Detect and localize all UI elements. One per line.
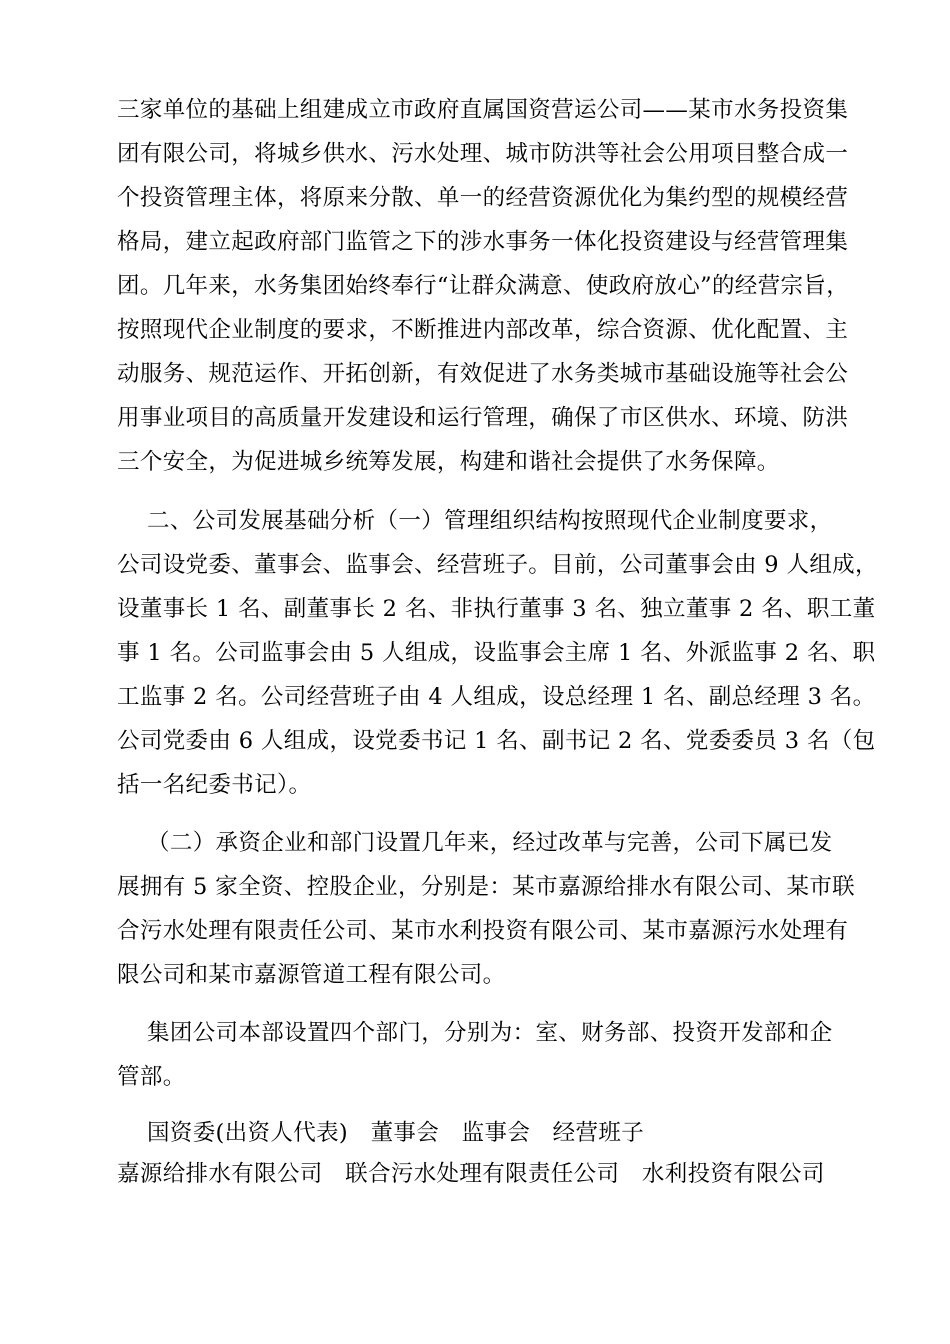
text-line: 事 1 名。公司监事会由 5 人组成，设监事会主席 1 名、外派监事 2 名、职 [117, 640, 876, 666]
text-line: 格局，建立起政府部门监管之下的涉水事务一体化投资建设与经营管理集 [117, 229, 849, 255]
text-line: 个投资管理主体，将原来分散、单一的经营资源优化为集约型的规模经营 [117, 185, 849, 211]
text-line: 用事业项目的高质量开发建设和运行管理，确保了市区供水、环境、防洪 [117, 405, 849, 431]
text-line: 管部。 [117, 1064, 186, 1090]
text-line: 二、公司发展基础分析（一）管理组织结构按照现代企业制度要求， [117, 508, 833, 534]
text-line: 三家单位的基础上组建成立市政府直属国资营运公司——某市水务投资集 [117, 97, 849, 123]
text-line: 公司党委由 6 人组成，设党委书记 1 名、副书记 2 名、党委委员 3 名（包 [117, 728, 876, 754]
text-line: 团有限公司，将城乡供水、污水处理、城市防洪等社会公用项目整合成一 [117, 141, 849, 167]
text-line: 括一名纪委书记）。 [117, 772, 312, 798]
text-line: 设董事长 1 名、副董事长 2 名、非执行董事 3 名、独立董事 2 名、职工董 [117, 596, 876, 622]
text-line: 三个安全，为促进城乡统筹发展，构建和谐社会提供了水务保障。 [117, 449, 780, 475]
text-line: 动服务、规范运作、开拓创新，有效促进了水务类城市基础设施等社会公 [117, 361, 849, 387]
text-line: 按照现代企业制度的要求，不断推进内部改革，综合资源、优化配置、主 [117, 317, 849, 343]
text-line: 限公司和某市嘉源管道工程有限公司。 [117, 962, 506, 988]
text-line: 国资委(出资人代表) 董事会 监事会 经营班子 [117, 1120, 645, 1146]
text-line: 集团公司本部设置四个部门，分别为：室、财务部、投资开发部和企 [117, 1020, 833, 1046]
text-line: 合污水处理有限责任公司、某市水利投资有限公司、某市嘉源污水处理有 [117, 918, 849, 944]
text-line: 展拥有 5 家全资、控股企业，分别是：某市嘉源给排水有限公司、某市联 [117, 874, 856, 900]
text-line: 嘉源给排水有限公司 联合污水处理有限责任公司 水利投资有限公司 [117, 1161, 825, 1187]
text-line: 公司设党委、董事会、监事会、经营班子。目前，公司董事会由 9 人组成， [117, 552, 878, 578]
text-line: （二）承资企业和部门设置几年来，经过改革与完善，公司下属已发 [117, 830, 833, 856]
text-line: 工监事 2 名。公司经营班子由 4 人组成，设总经理 1 名、副总经理 3 名。 [117, 684, 876, 710]
text-line: 团。几年来，水务集团始终奉行“让群众满意、使政府放心”的经营宗旨， [117, 273, 850, 299]
